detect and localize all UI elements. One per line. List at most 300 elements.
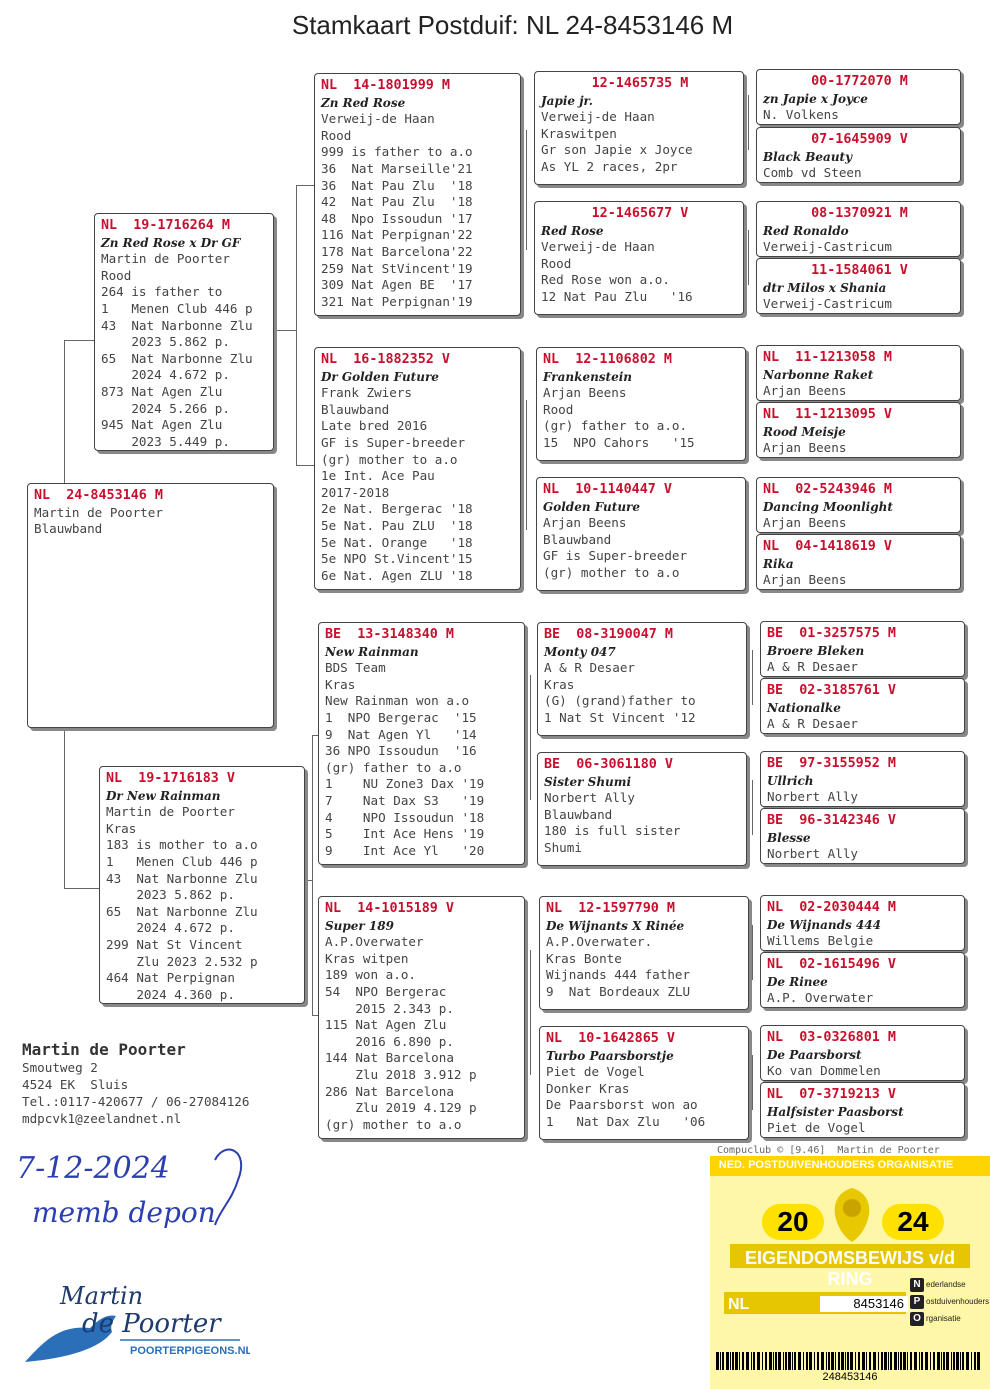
handwritten-memo: memb depon [32,1196,216,1229]
pigeon-name: Zn Red Rose [321,95,406,110]
pigeon-name: Rika [763,556,794,571]
barcode-bar [943,1352,945,1370]
pigeon-detail-line: GF is Super-breeder [321,434,466,450]
ring-number: NL 03-0326801 M [767,1030,896,1045]
pigeon-detail-line: 4 NPO Issoudun '18 [325,809,485,825]
pigeon-father[interactable] [94,213,274,451]
pigeon-name: Nationalke [767,700,841,715]
barcode [716,1352,982,1370]
npo-acronym [910,1276,989,1327]
barcode-bar [937,1352,940,1370]
pigeon-detail-line: 54 NPO Bergerac [325,983,447,999]
pigeon-detail-line: Ko van Dommelen [767,1063,881,1079]
ring-number: NL 11-1213095 V [763,407,892,422]
barcode-bar [732,1352,734,1370]
barcode-bar [828,1352,830,1370]
pigeon-detail-line: Verweij-Castricum [763,239,892,255]
pigeon-detail-line: 189 won a.o. [325,967,416,983]
pigeon-detail-line: Piet de Vogel [546,1064,645,1080]
barcode-bar [900,1352,902,1370]
pigeon-name: De Wijnants X Rinée [546,918,685,933]
page-title: Stamkaart Postduif: NL 24-8453146 M [291,10,734,40]
pigeon-mmf[interactable] [539,896,749,1010]
barcode-bar [953,1352,955,1370]
pigeon-detail-line: Verweij-de Haan [541,109,655,125]
connector-father [296,185,297,465]
pigeon-name: De Rinee [767,974,828,989]
barcode-bar [769,1352,772,1370]
barcode-bar [974,1352,976,1370]
barcode-bar [858,1352,860,1370]
pigeon-g8[interactable] [756,534,961,590]
barcode-bar [814,1352,815,1370]
barcode-bar [757,1352,760,1370]
barcode-bar [716,1352,719,1370]
barcode-bar [817,1352,819,1370]
pigeon-name: Narbonne Raket [763,367,874,382]
pigeon-detail-line: 464 Nat Perpignan [106,970,235,986]
pigeon-detail-line: 15 NPO Cahors '15 [543,434,695,450]
connector-fmf [748,375,749,430]
npo-word-p: ostduivenhouders [926,1297,990,1306]
pigeon-detail-line: 36 NPO Issoudun '16 [325,743,477,759]
owner-address-2: 4524 EK Sluis [22,1077,129,1092]
barcode-bar [921,1352,923,1370]
pigeon-detail-line: Rood [543,401,574,417]
pigeon-detail-line: Norbert Ally [767,789,858,805]
ring-number: BE 06-3061180 V [544,757,673,772]
owner-address-1: Smoutweg 2 [22,1060,98,1075]
pigeon-detail-line: 259 Nat StVincent'19 [321,260,473,276]
pigeon-detail-line: 1 Nat St Vincent '12 [544,709,696,725]
pigeon-name: Monty 047 [544,644,616,659]
ring-number: BE 02-3185761 V [767,683,896,698]
pigeon-detail-line: (gr) mother to a.o [325,1116,462,1132]
pigeon-detail-line: Arjan Beens [763,440,847,456]
pigeon-detail-line: 2024 4.672 p. [101,367,230,383]
barcode-bar [803,1352,804,1370]
pigeon-detail-line: A.P.Overwater. [546,934,653,950]
connector-fff [748,95,749,150]
pigeon-mm[interactable] [318,896,525,1139]
ring-number: 00-1772070 M [811,74,908,89]
barcode-bar [778,1352,781,1370]
pigeon-detail-line: Zlu 2018 3.912 p [325,1066,477,1082]
pigeon-detail-line: 116 Nat Perpignan'22 [321,227,473,243]
barcode-bar [773,1352,774,1370]
pigeon-name: Red Rose [541,223,604,238]
pigeon-detail-line: 7 Nat Dax S3 '19 [325,792,485,808]
connector-mother-mid [305,880,312,881]
pigeon-g11[interactable] [760,751,965,807]
pigeon-detail-line: Zlu 2023 2.532 p [106,953,258,969]
pigeon-detail-line: Verweij-Castricum [763,296,892,312]
pigeon-detail-line: Kras [544,676,575,692]
ring-number: 07-1645909 V [811,132,908,147]
pigeon-detail-line: 945 Nat Agen Zlu [101,417,223,433]
pigeon-detail-line: 1 NPO Bergerac '15 [325,709,477,725]
pigeon-detail-line: (gr) mother to a.o [543,564,680,580]
pigeon-g14[interactable] [760,952,965,1008]
pigeon-fff[interactable] [534,71,744,185]
pigeon-detail-line: 36 Nat Marseille'21 [321,160,473,176]
pigeon-detail-line: 65 Nat Narbonne Zlu [101,350,253,366]
barcode-bar [739,1352,740,1370]
pigeon-detail-line: 9 Int Ace Yl '20 [325,842,485,858]
barcode-bar [956,1352,959,1370]
pigeon-detail-line: Verweij-de Haan [541,239,655,255]
pigeon-detail-line: 65 Nat Narbonne Zlu [106,903,258,919]
connector-ffm [748,230,749,285]
pigeon-detail-line: 5e NPO St.Vincent'15 [321,551,473,567]
ring-number: BE 97-3155952 M [767,756,896,771]
brand-logo [20,1270,250,1370]
pigeon-mff[interactable] [537,622,747,736]
ring-number: NL 14-1015189 V [325,901,454,916]
connector-subject [64,340,65,485]
certificate-ring-number: 8453146 [820,1296,908,1312]
ring-number: 08-1370921 M [811,206,908,221]
handwritten-date: 7-12-2024 [16,1151,170,1186]
pigeon-name: Zn Red Rose x Dr GF [101,235,241,250]
pigeon-g3[interactable] [756,201,961,257]
connector-father-ff [296,185,314,186]
pigeon-name: Dancing Moonlight [763,499,893,514]
certificate-title: EIGENDOMSBEWIJS v/d RING [744,1248,956,1289]
certificate-year-left: 20 [762,1204,824,1240]
pigeon-detail-line: As YL 2 races, 2pr [541,158,678,174]
barcode-bar [873,1352,876,1370]
pigeon-detail-line: Kras [325,676,356,692]
barcode-bar [866,1352,867,1370]
pigeon-detail-line: Arjan Beens [543,385,627,401]
ring-number: BE 08-3190047 M [544,627,673,642]
pigeon-detail-line: 9 Nat Agen Yl '14 [325,726,477,742]
barcode-bar [890,1352,892,1370]
pigeon-detail-line: 2016 6.890 p. [325,1033,454,1049]
pigeon-subject[interactable] [27,483,274,728]
logo-graphic [20,1270,250,1370]
connector-mother-h [64,888,99,889]
ring-number: BE 01-3257575 M [767,626,896,641]
pigeon-g6[interactable] [756,402,961,458]
barcode-bar [792,1352,793,1370]
pigeon-detail-line: (gr) father to a.o [325,759,462,775]
pigeon-detail-line: BDS Team [325,660,386,676]
pigeon-g1[interactable] [756,69,961,125]
pigeon-detail-line: 48 Npo Issoudun '17 [321,210,473,226]
pigeon-detail-line: 115 Nat Agen Zlu [325,1017,447,1033]
pigeon-detail-line: Zlu 2019 4.129 p [325,1100,477,1116]
pigeon-g10[interactable] [760,678,965,734]
pigeon-name: Turbo Paarsborstje [546,1048,674,1063]
barcode-bar [884,1352,887,1370]
pigeon-detail-line: 2017-2018 [321,484,390,500]
pigeon-detail-line: 183 is mother to a.o [106,837,258,853]
barcode-bar [881,1352,883,1370]
pigeon-g5[interactable] [756,345,961,401]
pigeon-detail-line: Martin de Poorter [34,504,163,520]
owner-email: mdpcvk1@zeelandnet.nl [22,1111,182,1126]
software-credit: Compuclub © [9.46] Martin de Poorter [717,1145,940,1156]
pigeon-name: Dr New Rainman [106,788,221,803]
pigeon-detail-line: 5e Nat. Orange '18 [321,534,473,550]
logo-line-1: Martin [60,1282,144,1310]
certificate-year-right: 24 [882,1204,944,1240]
connector-subject-father [64,340,94,341]
pigeon-detail-line: GF is Super-breeder [543,548,688,564]
pigeon-detail-line: Kras [106,820,137,836]
pigeon-name: De Paarsborst [767,1047,862,1062]
pigeon-detail-line: Red Rose won a.o. [541,272,670,288]
pigeon-detail-line: A.P. Overwater [767,990,874,1006]
pigeon-detail-line: 286 Nat Barcelona [325,1083,454,1099]
pigeon-mmm[interactable] [539,1026,749,1140]
pigeon-name: Japie jr. [541,93,593,108]
ring-number: NL 14-1801999 M [321,78,450,93]
pigeon-detail-line: Blauwband [544,806,613,822]
barcode-bar [946,1352,949,1370]
pigeon-mother[interactable] [99,766,305,1004]
handwritten-note [10,1140,270,1250]
connector-mfm [752,780,753,835]
barcode-bar [735,1352,738,1370]
pigeon-detail-line: Martin de Poorter [101,251,230,267]
npo-word-n: ederlandse [926,1280,966,1289]
pigeon-name: Halfsister Paasborst [767,1104,904,1119]
ring-number: NL 11-1213058 M [763,350,892,365]
barcode-bar [971,1352,972,1370]
pigeon-detail-line: 2015 2.343 p. [325,1000,454,1016]
barcode-bar [788,1352,791,1370]
barcode-bar [878,1352,879,1370]
connector-father-fm [296,465,314,466]
owner-name: Martin de Poorter [22,1040,186,1059]
barcode-bar [933,1352,935,1370]
pigeon-detail-line: Kraswitpen [541,125,617,141]
ring-number: NL 19-1716183 V [106,771,235,786]
owner-phone: Tel.:0117-420677 / 06-27084126 [22,1094,250,1109]
pigeon-name: zn Japie x Joyce [763,91,868,106]
pigeon-name: New Rainman [325,644,419,659]
connector-father-h [274,330,296,331]
barcode-bar [847,1352,849,1370]
barcode-bar [783,1352,784,1370]
logo-line-2: de Poorter [82,1309,221,1339]
pigeon-name: Ullrich [767,773,814,788]
ring-number: NL 10-1642865 V [546,1031,675,1046]
connector-ff [526,130,527,250]
pigeon-detail-line: Blauwband [321,401,390,417]
pigeon-detail-line: Rood [541,255,572,271]
barcode-bar [914,1352,917,1370]
connector-mmf [752,925,753,980]
barcode-bar [930,1352,931,1370]
barcode-bar [742,1352,744,1370]
barcode-bar [966,1352,969,1370]
pigeon-detail-line: Blauwband [543,531,612,547]
pigeon-detail-line: 6e Nat. Agen ZLU '18 [321,567,473,583]
logo-url: POORTERPIGEONS.NL [130,1345,250,1357]
barcode-bar [746,1352,749,1370]
pigeon-detail-line: 1e Int. Ace Pau [321,468,435,484]
barcode-bar [730,1352,731,1370]
pigeon-name: Blesse [767,830,811,845]
pigeon-ff[interactable] [314,73,521,316]
ring-number: NL 10-1140447 V [543,482,672,497]
ring-number: NL 24-8453146 M [34,488,163,503]
barcode-bar [907,1352,908,1370]
barcode-bar [888,1352,889,1370]
barcode-bar [962,1352,964,1370]
pigeon-detail-line: A & R Desaer [767,659,858,675]
barcode-bar [762,1352,763,1370]
barcode-bar [960,1352,961,1370]
pigeon-detail-line: Arjan Beens [763,572,847,588]
ring-number: NL 12-1597790 M [546,901,675,916]
pigeon-g2[interactable] [756,127,961,183]
barcode-bar [806,1352,808,1370]
connector-subject-mother [64,728,65,888]
ring-number: NL 02-5243946 M [763,482,892,497]
pigeon-mf[interactable] [318,622,525,865]
pigeon-fmf[interactable] [536,347,746,461]
ring-number: NL 12-1106802 M [543,352,672,367]
pigeon-detail-line: Kras witpen [325,950,409,966]
pigeon-name: Red Ronaldo [763,223,849,238]
pigeon-detail-line: Willems Belgie [767,933,874,949]
pigeon-detail-line: Rood [101,267,132,283]
barcode-bar [910,1352,912,1370]
pigeon-g12[interactable] [760,808,965,864]
ring-number: 12-1465735 M [591,76,689,91]
npo-letter-n: N [910,1278,924,1292]
barcode-bar [753,1352,755,1370]
barcode-bar [775,1352,777,1370]
npo-word-o: rganisatie [926,1314,961,1323]
pigeon-detail-line: 321 Nat Perpignan'19 [321,293,473,309]
connector-mm [530,950,531,1075]
pigeon-detail-line: New Rainman won a.o [325,693,470,709]
npo-letter-o: O [910,1312,924,1326]
certificate-country: NL [728,1296,750,1313]
barcode-bar [862,1352,865,1370]
connector-mff [752,650,753,705]
pigeon-detail-line: 873 Nat Agen Zlu [101,383,223,399]
connector-mmm [752,1055,753,1110]
pigeon-detail-line: 9 Nat Bordeaux ZLU [546,983,691,999]
pigeon-name: Black Beauty [763,149,853,164]
pigeon-g13[interactable] [760,895,965,951]
pigeon-detail-line: Arjan Beens [763,383,847,399]
pigeon-detail-line: (gr) father to a.o. [543,418,688,434]
pigeon-detail-line: De Paarsborst won ao [546,1097,698,1113]
pigeon-detail-line: 2024 5.266 p. [101,400,230,416]
ring-number: NL 04-1418619 V [763,539,892,554]
pigeon-detail-line: Wijnands 444 father [546,967,691,983]
ring-number: BE 13-3148340 M [325,627,454,642]
pigeon-g16[interactable] [760,1082,965,1138]
barcode-bar [855,1352,856,1370]
barcode-bar [951,1352,952,1370]
ring-number: NL 07-3719213 V [767,1087,896,1102]
barcode-bar [898,1352,899,1370]
pigeon-detail-line: 1 NU Zone3 Dax '19 [325,776,485,792]
signature-stroke [215,1150,241,1225]
pigeon-detail-line: 1 Menen Club 446 p [101,300,253,316]
pigeon-ffm[interactable] [534,201,744,315]
pigeon-name: Dr Golden Future [321,369,439,384]
pigeon-g4[interactable] [756,258,961,314]
pigeon-detail-line: Kras Bonte [546,950,622,966]
barcode-bar [894,1352,897,1370]
barcode-bar [720,1352,721,1370]
pigeon-detail-line: A & R Desaer [544,660,635,676]
pigeon-detail-line: Martin de Poorter [106,804,235,820]
pigeon-fmm[interactable] [536,477,746,591]
pigeon-detail-line: 36 Nat Pau Zlu '18 [321,177,473,193]
barcode-bar [835,1352,836,1370]
pigeon-detail-line: 5 Int Ace Hens '19 [325,826,485,842]
pigeon-detail-line: Piet de Vogel [767,1120,866,1136]
pigeon-detail-line: 299 Nat St Vincent [106,936,243,952]
pigeon-detail-line: 1 Nat Dax Zlu '06 [546,1113,706,1129]
barcode-bar [722,1352,724,1370]
pigeon-detail-line: 42 Nat Pau Zlu '18 [321,194,473,210]
pigeon-detail-line: Donker Kras [546,1080,630,1096]
pigeon-detail-line: Shumi [544,839,582,855]
pigeon-detail-line: Rood [321,127,352,143]
barcode-bar [821,1352,824,1370]
pigeon-detail-line: 43 Nat Narbonne Zlu [106,870,258,886]
connector-fmm [748,505,749,560]
owner-block [22,1040,249,1127]
ring-number: NL 16-1882352 V [321,352,450,367]
pigeon-detail-line: Arjan Beens [763,515,847,531]
barcode-bar [941,1352,942,1370]
barcode-bar [726,1352,729,1370]
barcode-bar [765,1352,767,1370]
pigeon-detail-line: 12 Nat Pau Zlu '16 [541,288,693,304]
barcode-bar [809,1352,812,1370]
pigeon-detail-line: 1 Menen Club 446 p [106,853,258,869]
pigeon-detail-line: 2023 5.862 p. [106,887,235,903]
pigeon-detail-line: N. Volkens [763,107,839,123]
pigeon-name: Rood Meisje [763,424,846,439]
pigeon-name: Super 189 [325,918,394,933]
ring-number: NL 19-1716264 M [101,218,230,233]
pigeon-g7[interactable] [756,477,961,533]
pigeon-detail-line: Norbert Ally [767,846,858,862]
pigeon-detail-line: Norbert Ally [544,790,635,806]
pigeon-detail-line: A.P.Overwater [325,934,424,950]
pigeon-fm[interactable] [314,347,521,590]
pigeon-detail-line: 2024 4.672 p. [106,920,235,936]
pigeon-g15[interactable] [760,1025,965,1081]
pigeon-mfm[interactable] [537,752,747,866]
pigeon-detail-line: 5e Nat. Pau ZLU '18 [321,517,473,533]
ring-number: 12-1465677 V [591,206,689,221]
pigeon-detail-line: 178 Nat Barcelona'22 [321,243,473,259]
pigeon-detail-line: Gr son Japie x Joyce [541,142,693,158]
pigeon-g9[interactable] [760,621,965,677]
pigeon-name: Frankenstein [543,369,633,384]
barcode-bar [826,1352,827,1370]
pigeon-detail-line: 144 Nat Barcelona [325,1050,454,1066]
connector-fm [526,400,527,530]
ring-number: 11-1584061 V [811,263,908,278]
barcode-bar [869,1352,871,1370]
